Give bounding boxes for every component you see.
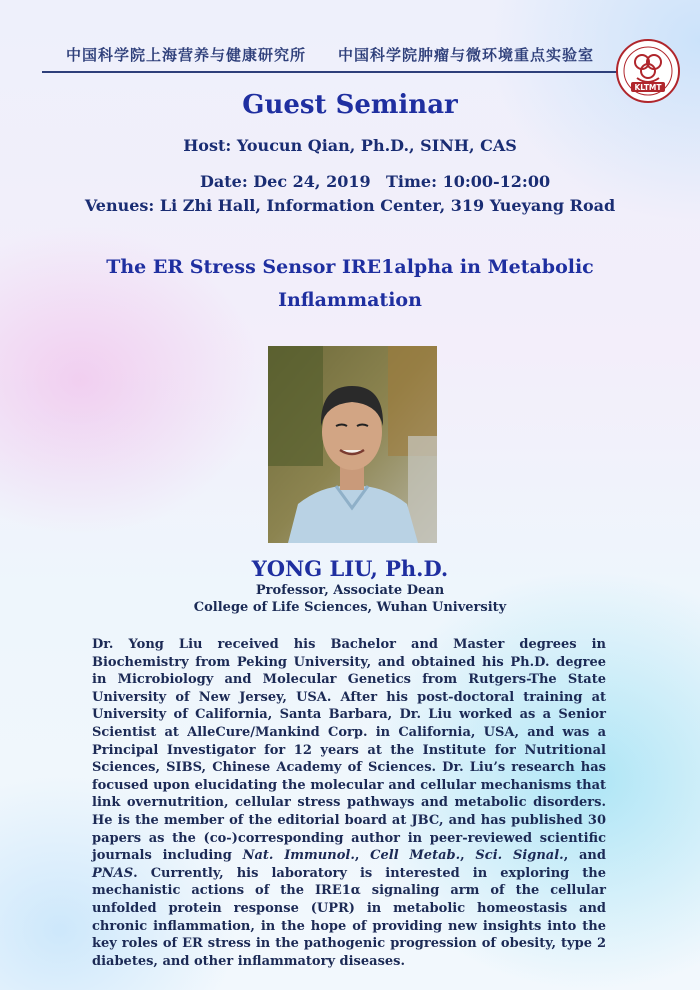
speaker-photo [268, 346, 437, 543]
bio-text-part1: Dr. Yong Liu received his Bachelor and Master degrees in Biochemistry from Peking University, and obtained his Ph.D. degree in Microbiology and Molecular Genetics from Rutgers-The State University of New Jersey, USA. After his post-doctoral training at University of California, Santa Barbara, Dr. Liu worked as a Senior Scientist at AlleCure/Mankind Corp. in California, USA, and was a Principal Investigator for 12 years at the Institute for Nutritional Sciences, SIBS, Chinese Academy of Sciences. Dr. Liu’s research has focused upon elucidating the molecular and cellular mechanisms that link overnutrition, cellular stress pathways and metabolic disorders. He is the member of the editorial board at JBC, and has published 30 papers as the (co-)corresponding author in peer-reviewed scientific journals including [92, 637, 606, 864]
talk-title: The ER Stress Sensor IRE1alpha in Metabolic Inflammation [106, 256, 594, 311]
institute-name-right: 中国科学院肿瘤与微环境重点实验室 [338, 46, 595, 64]
svg-text:KLTMT: KLTMT [634, 83, 662, 92]
speaker-affiliation: College of Life Sciences, Wuhan University [193, 600, 507, 615]
seminar-time: Time: 10:00-12:00 [386, 172, 551, 191]
speaker-biography [92, 636, 606, 970]
bio-separator: , [460, 848, 476, 864]
seminar-date: Date: Dec 24, 2019 [200, 172, 371, 191]
journal-cell-metab: Cell Metab. [370, 848, 461, 864]
seminar-title: Guest Seminar [242, 90, 458, 120]
journal-pnas: PNAS [92, 865, 134, 881]
venue-line: Venues: Li Zhi Hall, Information Center, 319 Yueyang Road [84, 196, 616, 215]
institute-name-left: 中国科学院上海营养与健康研究所 [66, 46, 307, 64]
header-divider [42, 71, 620, 73]
header-institutes [48, 42, 608, 70]
bio-text-part2: . Currently, his laboratory is interested in exploring the mechanistic actions of the IRE1α signaling arm of the cellular unfolded protein response (UPR) in metabolic homeostasis and chronic inflammation, in the hope of providing new insights into the key roles of ER stress in the pathogenic progression of obesity, type 2 diabetes, and other inflammatory diseases. [92, 865, 606, 969]
journal-sci-signal: Sci. Signal. [475, 848, 564, 864]
host-line: Host: Youcun Qian, Ph.D., SINH, CAS [183, 136, 517, 155]
speaker-position: Professor, Associate Dean [255, 583, 445, 598]
bio-separator: , [354, 848, 371, 864]
bio-separator: , and [563, 848, 606, 864]
journal-nat-immunol: Nat. Immunol. [242, 848, 355, 864]
speaker-name: YONG LIU, Ph.D. [251, 556, 449, 581]
